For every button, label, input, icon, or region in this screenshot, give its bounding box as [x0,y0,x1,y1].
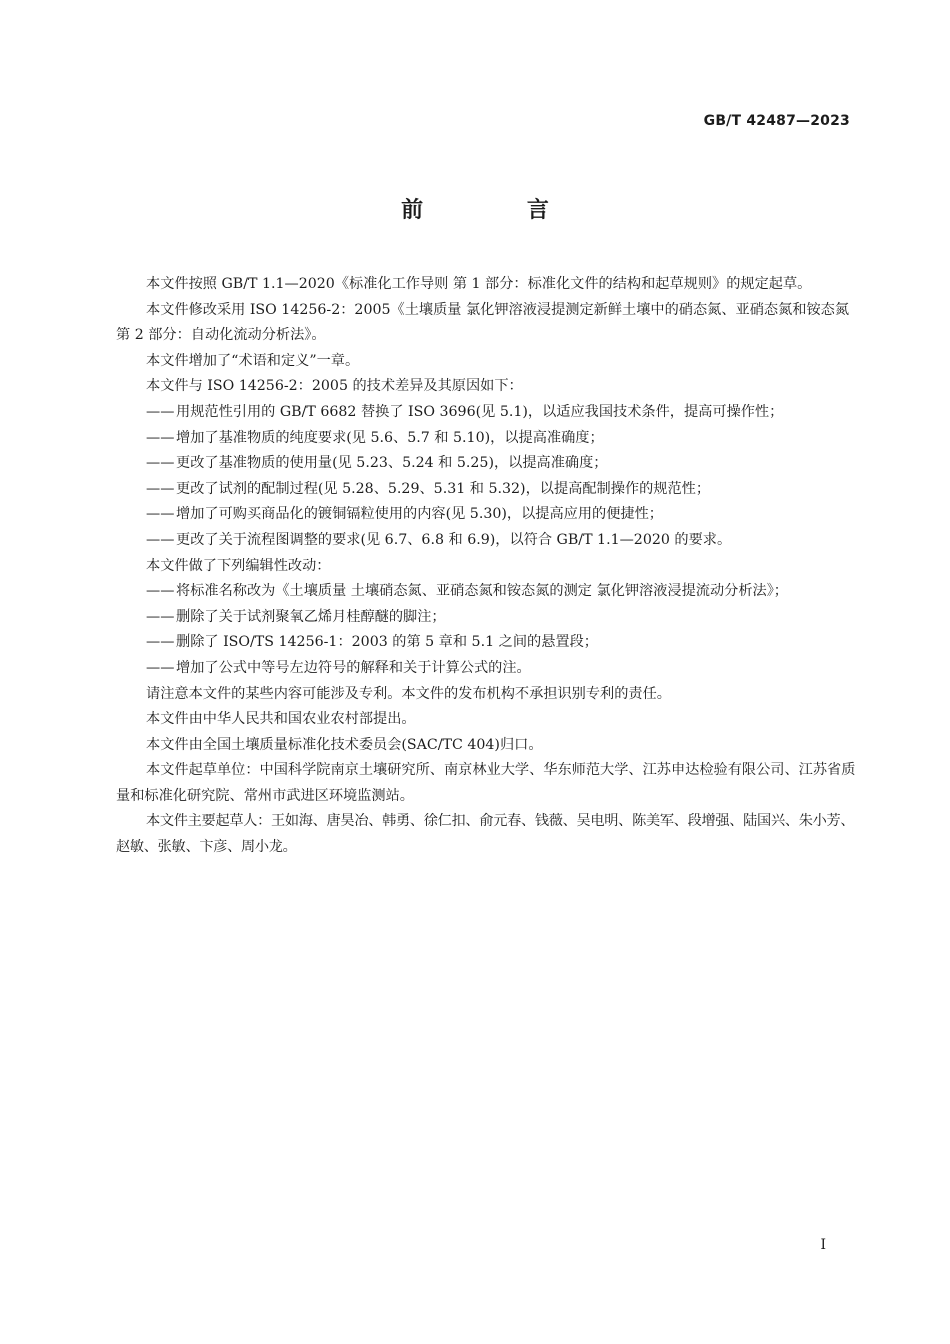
editorial-changes-list [116,579,856,681]
dash-marker: —— [146,429,175,446]
list-item [116,426,856,452]
list-item [116,630,856,656]
dash-marker: —— [146,583,175,600]
dash-marker: —— [146,634,175,651]
list-item [116,451,856,477]
dash-marker: —— [146,480,175,497]
list-item-text: 删除了关于试剂聚氧乙烯月桂醇醚的脚注； [176,608,446,625]
dash-marker: —— [146,531,175,548]
list-item-text: 更改了试剂的配制过程(见 5.28、5.29、5.31 和 5.32)，以提高配制操作的规范性； [176,480,711,497]
list-item [116,400,856,426]
preface-body [116,272,856,861]
tech-differences-list [116,400,856,554]
list-item [116,477,856,503]
dash-marker: —— [146,506,175,523]
list-item-text: 增加了公式中等号左边符号的解释和关于计算公式的注。 [176,659,531,676]
dash-marker: —— [146,455,175,472]
list-item-text: 更改了基准物质的使用量(见 5.23、5.24 和 5.25)，以提高准确度； [176,455,608,472]
dash-marker: —— [146,659,175,676]
paragraph-proposed-by: 本文件由中华人民共和国农业农村部提出。 [146,711,416,728]
paragraph-tech-differences-intro: 本文件与 ISO 14256-2：2005 的技术差异及其原因如下： [146,378,523,395]
standard-code: GB/T 42487—2023 [703,113,850,129]
dash-marker: —— [146,608,175,625]
list-item-text: 增加了可购买商品化的镀铜镉粒使用的内容(见 5.30)，以提高应用的便捷性； [176,506,663,523]
list-item-text: 用规范性引用的 GB/T 6682 替换了 ISO 3696(见 5.1)，以适应我国技术条件，提高可操作性； [176,403,784,420]
paragraph-drafting-organizations: 本文件起草单位：中国科学院南京土壤研究所、南京林业大学、华东师范大学、江苏申达检验有限公司、江苏省质量和标准化研究院、常州市武进区环境监测站。 [116,762,856,804]
list-item [116,579,856,605]
paragraph-iso-adoption: 本文件修改采用 ISO 14256-2：2005《土壤质量 氯化钾溶液浸提测定新鲜土壤中的硝态氮、亚硝态氮和铵态氮 第 2 部分：自动化流动分析法》。 [116,301,850,344]
paragraph-drafting-rules: 本文件按照 GB/T 1.1—2020《标准化工作导则 第 1 部分：标准化文件的结构和起草规则》的规定起草。 [146,276,812,292]
list-item-text: 更改了关于流程图调整的要求(见 6.7、6.8 和 6.9)，以符合 GB/T 1.1—2020 的要求。 [176,531,732,548]
paragraph-main-drafters: 本文件主要起草人：王如海、唐昊冶、韩勇、徐仁扣、俞元春、钱薇、吴电明、陈美军、段增强、陆国兴、朱小芳、赵敏、张敏、卞彦、周小龙。 [116,813,855,856]
list-item [116,656,856,682]
paragraph-editorial-intro: 本文件做了下列编辑性改动： [146,557,331,574]
list-item-text: 删除了 ISO/TS 14256-1：2003 的第 5 章和 5.1 之间的悬置段； [176,634,598,651]
paragraph-patent-notice: 请注意本文件的某些内容可能涉及专利。本文件的发布机构不承担识别专利的责任。 [146,685,671,702]
page-number: I [820,1237,826,1253]
list-item-text: 将标准名称改为《土壤质量 土壤硝态氮、亚硝态氮和铵态氮的测定 氯化钾溶液浸提流动分析法》； [176,583,788,600]
list-item [116,605,856,631]
list-item [116,502,856,528]
list-item-text: 增加了基准物质的纯度要求(见 5.6、5.7 和 5.10)，以提高准确度； [176,429,604,446]
list-item [116,528,856,554]
paragraph-under-jurisdiction: 本文件由全国土壤质量标准化技术委员会(SAC/TC 404)归口。 [146,736,543,753]
dash-marker: —— [146,403,175,420]
page-title: 前 言 [401,198,597,223]
paragraph-added-chapter: 本文件增加了“术语和定义”一章。 [146,352,360,369]
